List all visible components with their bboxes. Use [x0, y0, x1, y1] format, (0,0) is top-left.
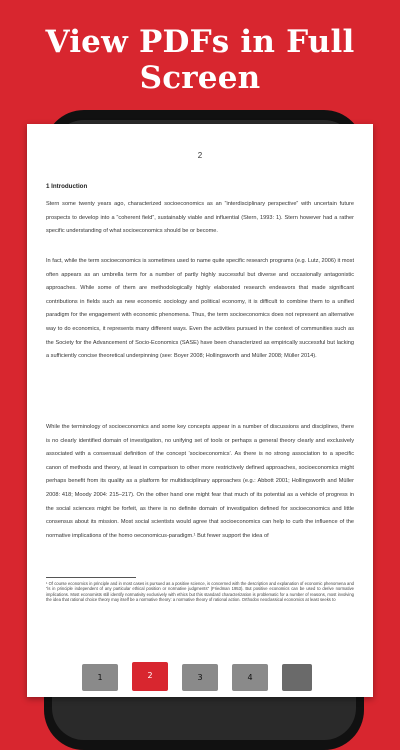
page-thumbnail-1[interactable]: 1	[82, 664, 118, 691]
headline-line-2: Screen	[139, 60, 261, 96]
page-thumbnail-3[interactable]: 3	[182, 664, 218, 691]
footnote-divider	[46, 577, 136, 578]
page-thumbnail-strip	[82, 664, 318, 691]
page-thumbnail-5[interactable]	[282, 664, 312, 691]
section-title: 1 Introduction	[46, 183, 88, 190]
headline	[0, 24, 400, 96]
page-number: 2	[197, 151, 203, 160]
paragraph-1: Stern some twenty years ago, characterized socioeconomics as an “interdisciplinary perspective” with uncertain future prospects to develop into a “coherent field”, sustainably viable and influential (Stern, 1993: 1). Stern however had a rather specific understanding of what socioeconomics should be or become.	[46, 201, 354, 235]
pdf-page[interactable]	[27, 124, 373, 697]
paragraph-3: While the terminology of socioeconomics and some key concepts appear in a number of discussions and disciplines, there is no clearly identified domain of investigation, no unifying set of tools or perhaps a general theory clearly and exclusively associated with a consensual definition of the concept ‘socioeconomics’. As there is no strong association to a specific canon of methods and theory, at least in comparison to other more restrictively defined approaches, socioeconomics might perhaps benefit from its quality as a platform for multidisciplinary approaches (e.g.: Abbott 2001; Hollingsworth and Müller 2008: 418; Moody 2004: 215–217). On the other hand one might fear that much of its potential as a vehicle of progress in the social sciences might be forfeit, as there is no definite domain of investigation defined for socioeconomics and little consensus about its mission. Most social scientists would agree that socioeconomics can help to curb the influence of the normative implications of the homo oeconomicus-paradigm.¹ But fewer support the idea of	[46, 424, 354, 539]
page-thumbnail-2[interactable]: 2	[132, 662, 168, 691]
page-thumbnail-4[interactable]: 4	[232, 664, 268, 691]
paragraph-2: In fact, while the term socioeconomics is sometimes used to name quite specific research programs (e.g. Lutz, 2006) it most often appears as an umbrella term for a number of partly highly successful but diverse and occasionally antagonistic approaches. While some of them are methodologically highly elaborated research endeavors that made significant contributions in fields such as new economic sociology and political economy, it is difficult to combine them to a unified paradigm for the engagement with economic phenomena. Thus, the term socioeconomics does not represent an alternative way to do economics, it represents many different ways. Even the activities pursued in the context of communities such as the Society for the Advancement of Socio-Economics (SASE) have been characterized as empirically successful but lacking a sufficiently concise theoretical underpinning (see: Boyer 2008; Hollingsworth and Müller 2008; Müller 2014).	[46, 258, 354, 360]
footnote: ¹ Of course economics in principle and in most cases is pursued as a positive science, is concerned with the description and explanation of economic phenomena and “is in principle independent of any particular ethical position or normative judgments” (Friedman 1953). But positive economics can be used to derive normative implications. Most economists still identify normativity exclusively with ethics but this standard characterization is problematic for a number of reasons, most involving the idea that rational choice theory may itself be a normative theory: a normative theory of rational action. Orthodox neoclassical economics at least seeks to	[46, 581, 354, 603]
headline-line-1: View PDFs in Full	[45, 24, 355, 60]
